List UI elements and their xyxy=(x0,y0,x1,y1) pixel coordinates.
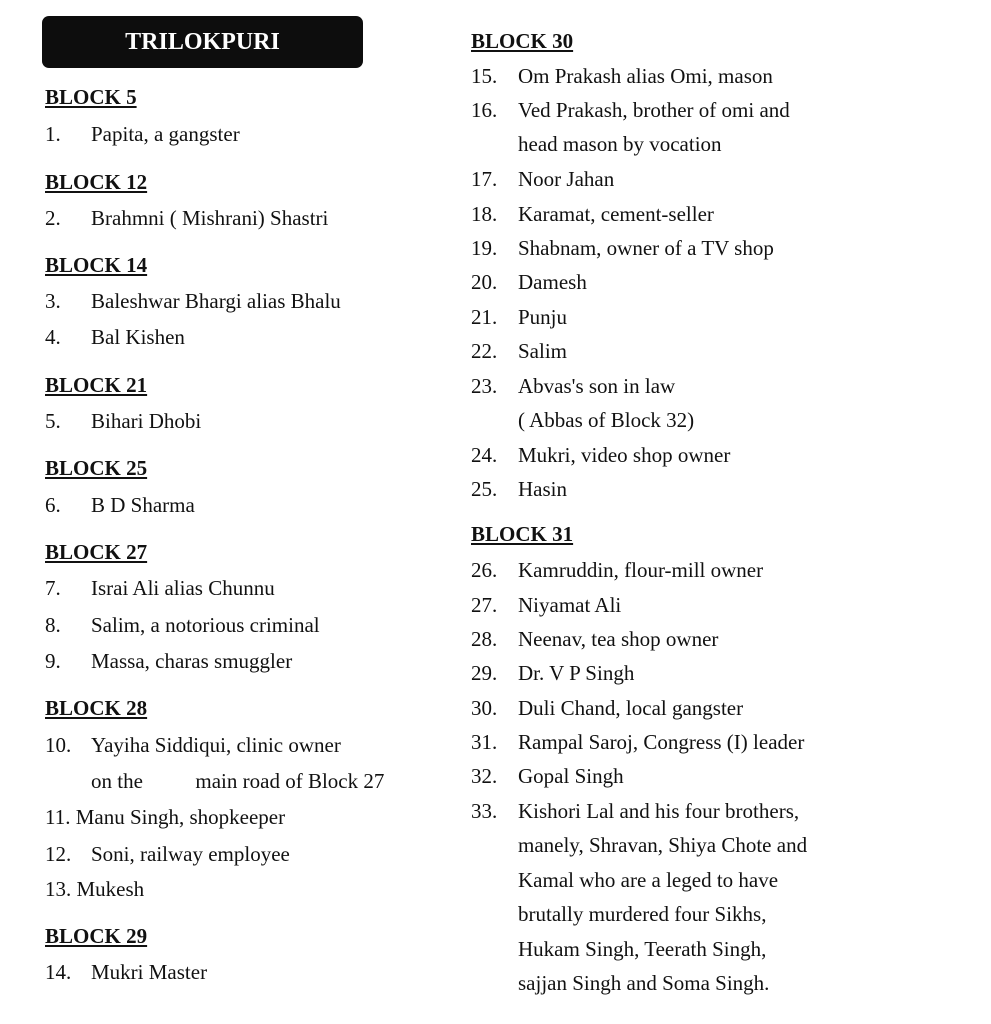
list-item-text: Dr. V P Singh xyxy=(518,661,635,685)
block-heading: BLOCK 31 xyxy=(471,522,574,546)
list-item-text: Baleshwar Bhargi alias Bhalu xyxy=(91,289,341,313)
list-item-text: Mukri, video shop owner xyxy=(518,443,731,467)
list-item-number: 6. xyxy=(45,493,61,517)
title-banner xyxy=(42,16,363,68)
block-heading: BLOCK 12 xyxy=(45,170,148,194)
list-item-text: Ved Prakash, brother of omi and xyxy=(518,98,790,122)
list-item-text: Bihari Dhobi xyxy=(91,409,202,433)
block-heading: BLOCK 25 xyxy=(45,456,148,480)
list-item-continuation: on the main road of Block 27 xyxy=(91,769,385,793)
list-item-number: 14. xyxy=(45,960,72,984)
list-item-number: 1. xyxy=(45,122,61,146)
list-item-text: Damesh xyxy=(518,270,587,294)
list-item-number: 25. xyxy=(471,477,498,501)
list-item-number: 15. xyxy=(471,64,498,88)
list-item-number: 21. xyxy=(471,305,498,329)
block-heading: BLOCK 27 xyxy=(45,540,148,564)
list-item-number: 23. xyxy=(471,374,498,398)
list-item-text: Gopal Singh xyxy=(518,764,624,788)
list-item-number: 29. xyxy=(471,661,498,685)
list-item-continuation: head mason by vocation xyxy=(518,132,722,156)
block-heading: BLOCK 14 xyxy=(45,253,148,277)
list-item-text: Rampal Saroj, Congress (I) leader xyxy=(518,730,805,754)
list-item-number: 7. xyxy=(45,576,61,600)
list-item-text: Shabnam, owner of a TV shop xyxy=(518,236,774,260)
list-item-number: 31. xyxy=(471,730,498,754)
list-item-text: Salim, a notorious criminal xyxy=(91,613,320,637)
list-item-number: 8. xyxy=(45,613,61,637)
list-item-number: 9. xyxy=(45,649,61,673)
block-heading: BLOCK 21 xyxy=(45,373,148,397)
list-item-number: 16. xyxy=(471,98,498,122)
list-item-number: 5. xyxy=(45,409,61,433)
list-item-number: 4. xyxy=(45,325,61,349)
block-heading: BLOCK 30 xyxy=(471,29,574,53)
list-item-number: 17. xyxy=(471,167,498,191)
list-item-number: 12. xyxy=(45,842,72,866)
list-item-text: 13. Mukesh xyxy=(45,877,145,901)
list-item-number: 26. xyxy=(471,558,498,582)
list-item-number: 2. xyxy=(45,206,61,230)
list-item-text: Kamruddin, flour-mill owner xyxy=(518,558,764,582)
list-item-text: Om Prakash alias Omi, mason xyxy=(518,64,773,88)
list-item-text: Yayiha Siddiqui, clinic owner xyxy=(91,733,341,757)
block-heading: BLOCK 5 xyxy=(45,85,137,109)
list-item-text: Massa, charas smuggler xyxy=(91,649,293,673)
list-item-text: Mukri Master xyxy=(91,960,208,984)
list-item-text: Israi Ali alias Chunnu xyxy=(91,576,275,600)
list-item-text: Hasin xyxy=(518,477,567,501)
list-item-text: Kishori Lal and his four brothers, xyxy=(518,799,800,823)
list-item-number: 19. xyxy=(471,236,498,260)
list-item-text: Salim xyxy=(518,339,568,363)
list-item-continuation: manely, Shravan, Shiya Chote and xyxy=(518,833,808,857)
list-item-text: Duli Chand, local gangster xyxy=(518,696,744,720)
list-item-text: Neenav, tea shop owner xyxy=(518,627,719,651)
block-heading: BLOCK 28 xyxy=(45,696,148,720)
list-item-text: Brahmni ( Mishrani) Shastri xyxy=(91,206,329,230)
page-title: TRILOKPURI xyxy=(125,28,280,55)
list-item-number: 30. xyxy=(471,696,498,720)
list-item-text: B D Sharma xyxy=(91,493,195,517)
list-item-continuation: brutally murdered four Sikhs, xyxy=(518,902,767,926)
block-heading: BLOCK 29 xyxy=(45,924,148,948)
list-item-number: 32. xyxy=(471,764,498,788)
list-item-text: Punju xyxy=(518,305,568,329)
list-item-number: 18. xyxy=(471,202,498,226)
list-item-continuation: Kamal who are a leged to have xyxy=(518,868,779,892)
list-item-text: Noor Jahan xyxy=(518,167,615,191)
list-item-number: 10. xyxy=(45,733,72,757)
list-item-text: Niyamat Ali xyxy=(518,593,622,617)
list-item-text: Soni, railway employee xyxy=(91,842,290,866)
list-item-text: Karamat, cement-seller xyxy=(518,202,714,226)
list-item-continuation: sajjan Singh and Soma Singh. xyxy=(518,971,770,995)
list-item-number: 20. xyxy=(471,270,498,294)
list-item-text: Abvas's son in law xyxy=(518,374,676,398)
list-item-number: 33. xyxy=(471,799,498,823)
list-item-number: 28. xyxy=(471,627,498,651)
list-item-continuation: ( Abbas of Block 32) xyxy=(518,408,695,432)
list-item-number: 3. xyxy=(45,289,61,313)
list-item-number: 22. xyxy=(471,339,498,363)
list-item-number: 24. xyxy=(471,443,498,467)
list-item-number: 27. xyxy=(471,593,498,617)
list-item-continuation: Hukam Singh, Teerath Singh, xyxy=(518,937,767,961)
list-item-text: 11. Manu Singh, shopkeeper xyxy=(45,805,286,829)
list-item-text: Papita, a gangster xyxy=(91,122,240,146)
list-item-text: Bal Kishen xyxy=(91,325,185,349)
